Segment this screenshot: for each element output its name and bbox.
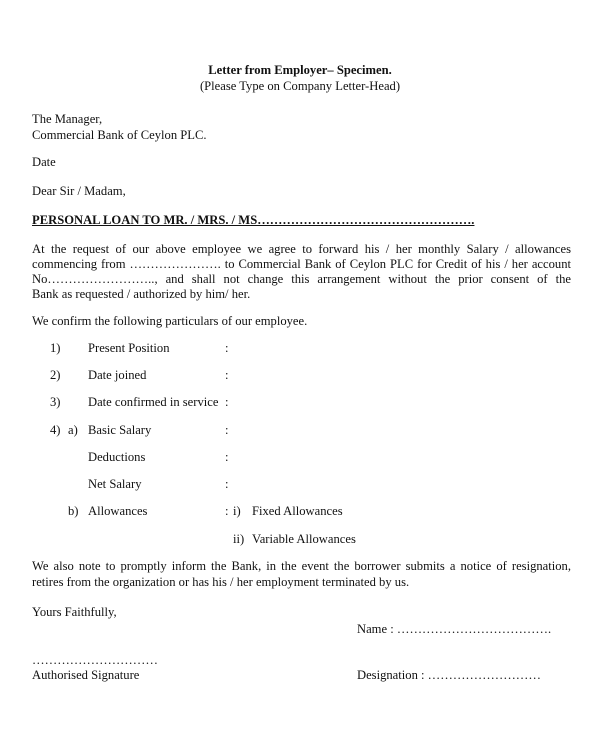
particular-4b-letter: b) (68, 504, 79, 518)
body-para1-line1: At the request of our above employee we agree to forward his / her monthly Salary / allowances (32, 242, 571, 256)
signature-dots: ………………………… (32, 653, 158, 667)
particular-1-label: Present Position (88, 341, 170, 355)
particular-3-colon: : (225, 395, 229, 409)
letter-subtitle: (Please Type on Company Letter-Head) (199, 79, 401, 93)
variable-allowances-number: ii) (233, 532, 245, 546)
particular-1-number: 1) (50, 341, 61, 355)
designation-field: Designation : ……………………… (357, 668, 541, 682)
subject-line: PERSONAL LOAN TO MR. / MRS. / MS……………………………………………. (32, 213, 475, 227)
date-label: Date (32, 155, 56, 169)
variable-allowances-label: Variable Allowances (252, 532, 356, 546)
particular-1-colon: : (225, 341, 229, 355)
signature-label: Authorised Signature (32, 668, 140, 682)
closing: Yours Faithfully, (32, 605, 117, 619)
body-para1-line4: Bank as requested / authorized by him/ her. (32, 287, 251, 301)
body-para1-line3: No…………………….., and shall not change this arrangement without the prior consent of the (32, 272, 571, 286)
particular-4b-label: Allowances (88, 504, 148, 518)
particular-3-number: 3) (50, 395, 61, 409)
particular-2-label: Date joined (88, 368, 147, 382)
particular-4b-colon: : (225, 504, 229, 518)
particular-3-label: Date confirmed in service (88, 395, 219, 409)
deductions-label: Deductions (88, 450, 146, 464)
body-para2-line1: We also note to promptly inform the Bank, in the event the borrower submits a notice of resignation, (32, 559, 571, 573)
body-para2-line2: retires from the organization or has his / her employment terminated by us. (32, 575, 410, 589)
particular-2-colon: : (225, 368, 229, 382)
deductions-colon: : (225, 450, 229, 464)
particular-2-number: 2) (50, 368, 61, 382)
net-salary-label: Net Salary (88, 477, 142, 491)
letter-title: Letter from Employer– Specimen. (208, 63, 392, 77)
particular-4a-label: Basic Salary (88, 423, 152, 437)
body-para1-line2: commencing from …………………. to Commercial Bank of Ceylon PLC for Credit of his / her account (32, 257, 571, 271)
fixed-allowances-number: i) (233, 504, 241, 518)
confirm-line: We confirm the following particulars of our employee. (32, 314, 308, 328)
addressee-line-2: Commercial Bank of Ceylon PLC. (32, 128, 207, 142)
net-salary-colon: : (225, 477, 229, 491)
addressee-line-1: The Manager, (32, 112, 103, 126)
particular-4-number: 4) (50, 423, 61, 437)
name-field: Name : ………………………………. (357, 622, 552, 636)
particular-4a-letter: a) (68, 423, 78, 437)
particular-4a-colon: : (225, 423, 229, 437)
fixed-allowances-label: Fixed Allowances (252, 504, 343, 518)
salutation: Dear Sir / Madam, (32, 184, 126, 198)
